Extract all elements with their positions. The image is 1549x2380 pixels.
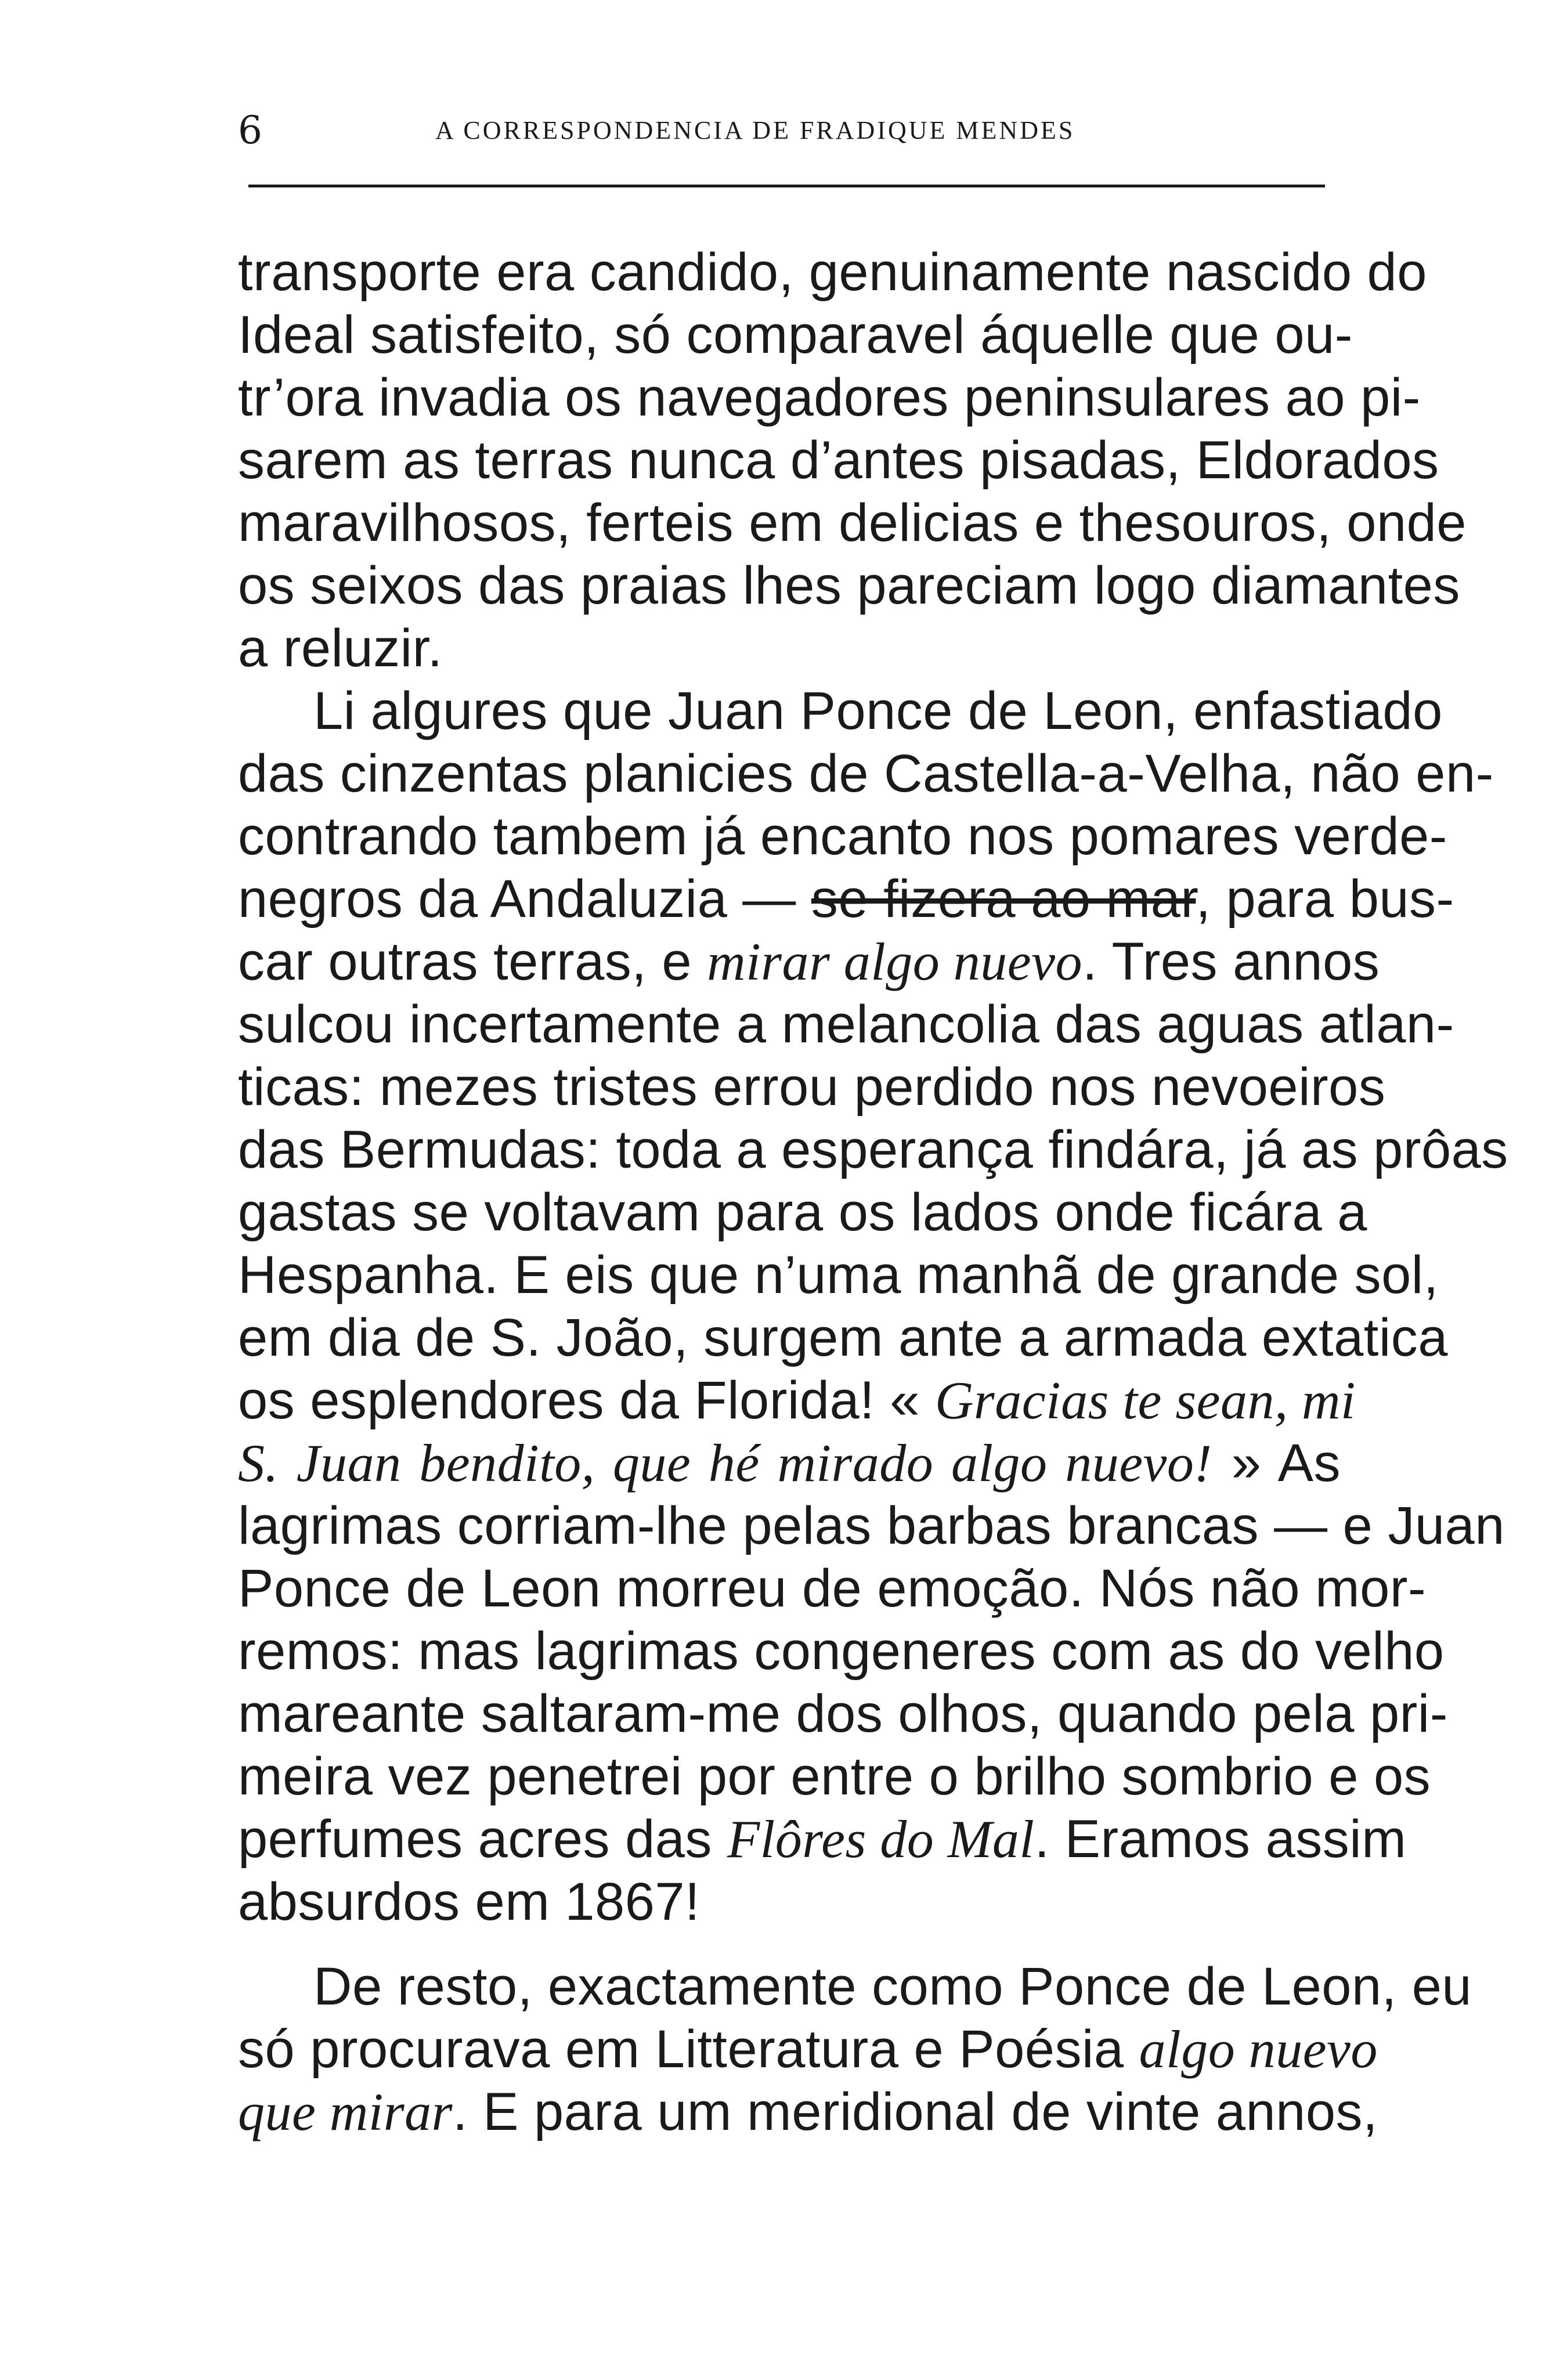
text-line bbox=[238, 1494, 1505, 1557]
text-segment: remos: mas lagrimas congeneres com as do velho bbox=[238, 1621, 1445, 1681]
text-line bbox=[238, 805, 1447, 868]
text-segment: car outras terras, e bbox=[238, 932, 707, 991]
paragraph bbox=[238, 1955, 1472, 2143]
paragraph bbox=[238, 241, 1467, 680]
italic-text: S. Juan bendito, que hé mirado algo nuevo! bbox=[238, 1433, 1212, 1493]
text-segment: meira vez penetrei por entre o brilho sombrio e os bbox=[238, 1747, 1431, 1806]
text-line bbox=[238, 1955, 1472, 2018]
text-segment: gastas se voltavam para os lados onde ficára a bbox=[238, 1183, 1367, 1242]
text-line bbox=[238, 1808, 1407, 1870]
text-segment: das Bermudas: toda a esperança findára, já as prôas bbox=[238, 1120, 1508, 1179]
paragraph bbox=[238, 680, 1508, 1933]
running-title: A CORRESPONDENCIA DE FRADIQUE MENDES bbox=[435, 116, 1075, 145]
italic-text: que mirar bbox=[238, 2082, 453, 2141]
text-line bbox=[238, 492, 1467, 554]
text-line bbox=[238, 680, 1443, 742]
italic-text: Gracias te sean, mi bbox=[934, 1371, 1356, 1430]
text-segment: negros da Andaluzia — bbox=[238, 869, 811, 929]
text-line bbox=[238, 1432, 1341, 1494]
text-line bbox=[238, 742, 1494, 805]
text-segment: sarem as terras nunca d’antes pisadas, Eldorados bbox=[238, 431, 1439, 490]
text-segment: » As bbox=[1212, 1433, 1341, 1493]
text-line bbox=[238, 2081, 1378, 2143]
italic-text: mirar algo nuevo bbox=[707, 932, 1082, 991]
text-segment: De resto, exactamente como Ponce de Leon, eu bbox=[313, 1957, 1472, 2016]
text-segment: , para bus- bbox=[1196, 869, 1454, 929]
italic-text: Flôres do Mal bbox=[727, 1810, 1035, 1869]
italic-text: algo nuevo bbox=[1139, 2020, 1378, 2079]
text-segment: lagrimas corriam-lhe pelas barbas brancas — e Juan bbox=[238, 1496, 1505, 1555]
text-segment: ticas: mezes tristes errou perdido nos nevoeiros bbox=[238, 1057, 1386, 1117]
text-segment: . Tres annos bbox=[1082, 932, 1380, 991]
text-line bbox=[238, 1306, 1448, 1369]
running-head bbox=[238, 99, 1329, 162]
text-line bbox=[238, 429, 1439, 492]
struck-text: se fizera ao mar bbox=[811, 869, 1196, 929]
text-line bbox=[238, 1056, 1386, 1118]
text-line bbox=[238, 554, 1460, 617]
text-segment: transporte era candido, genuinamente nascido do bbox=[238, 243, 1427, 302]
text-line bbox=[238, 2018, 1378, 2081]
text-line bbox=[238, 366, 1421, 429]
text-segment: em dia de S. João, surgem ante a armada extatica bbox=[238, 1308, 1448, 1367]
text-line bbox=[238, 1745, 1431, 1808]
text-segment: contrando tambem já encanto nos pomares verde- bbox=[238, 807, 1447, 866]
text-line bbox=[238, 1118, 1508, 1181]
page-number: 6 bbox=[238, 108, 262, 153]
text-line bbox=[238, 304, 1353, 366]
text-segment: das cinzentas planicies de Castella-a-Velha, não en- bbox=[238, 744, 1494, 803]
text-segment: Hespanha. E eis que n’uma manhã de grande sol, bbox=[238, 1245, 1439, 1305]
text-segment: a reluzir. bbox=[238, 619, 443, 678]
text-segment: tr’ora invadia os navegadores peninsulares ao pi- bbox=[238, 368, 1421, 427]
text-segment: Ideal satisfeito, só comparavel áquelle que ou- bbox=[238, 305, 1353, 364]
text-line bbox=[238, 1620, 1445, 1682]
text-line bbox=[238, 1557, 1427, 1620]
text-segment: mareante saltaram-me dos olhos, quando pela pri- bbox=[238, 1684, 1448, 1743]
text-line bbox=[238, 241, 1427, 304]
header-rule bbox=[248, 185, 1325, 187]
text-line bbox=[238, 1244, 1439, 1306]
text-segment: maravilhosos, ferteis em delicias e thesouros, onde bbox=[238, 493, 1467, 552]
text-line bbox=[238, 868, 1454, 930]
text-segment: sulcou incertamente a melancolia das aguas atlan- bbox=[238, 995, 1454, 1054]
text-segment: absurdos em 1867! bbox=[238, 1872, 701, 1931]
body-text bbox=[238, 241, 1508, 2143]
text-line bbox=[238, 1870, 1341, 1933]
text-segment: Ponce de Leon morreu de emoção. Nós não mor- bbox=[238, 1559, 1427, 1618]
text-line bbox=[238, 1682, 1448, 1745]
text-segment: os seixos das praias lhes pareciam logo diamantes bbox=[238, 556, 1460, 615]
text-segment: . E para um meridional de vinte annos, bbox=[452, 2082, 1378, 2141]
text-segment: . Eramos assim bbox=[1034, 1810, 1407, 1869]
text-segment: Li algures que Juan Ponce de Leon, enfastiado bbox=[313, 681, 1443, 741]
text-segment: só procurava em Litteratura e Poésia bbox=[238, 2020, 1139, 2079]
text-line bbox=[238, 617, 1341, 680]
text-segment: os esplendores da Florida! « bbox=[238, 1371, 935, 1430]
text-line bbox=[238, 993, 1454, 1056]
text-line bbox=[238, 1369, 1356, 1432]
text-segment: perfumes acres das bbox=[238, 1810, 727, 1869]
text-line bbox=[238, 1181, 1367, 1244]
text-line bbox=[238, 930, 1380, 993]
